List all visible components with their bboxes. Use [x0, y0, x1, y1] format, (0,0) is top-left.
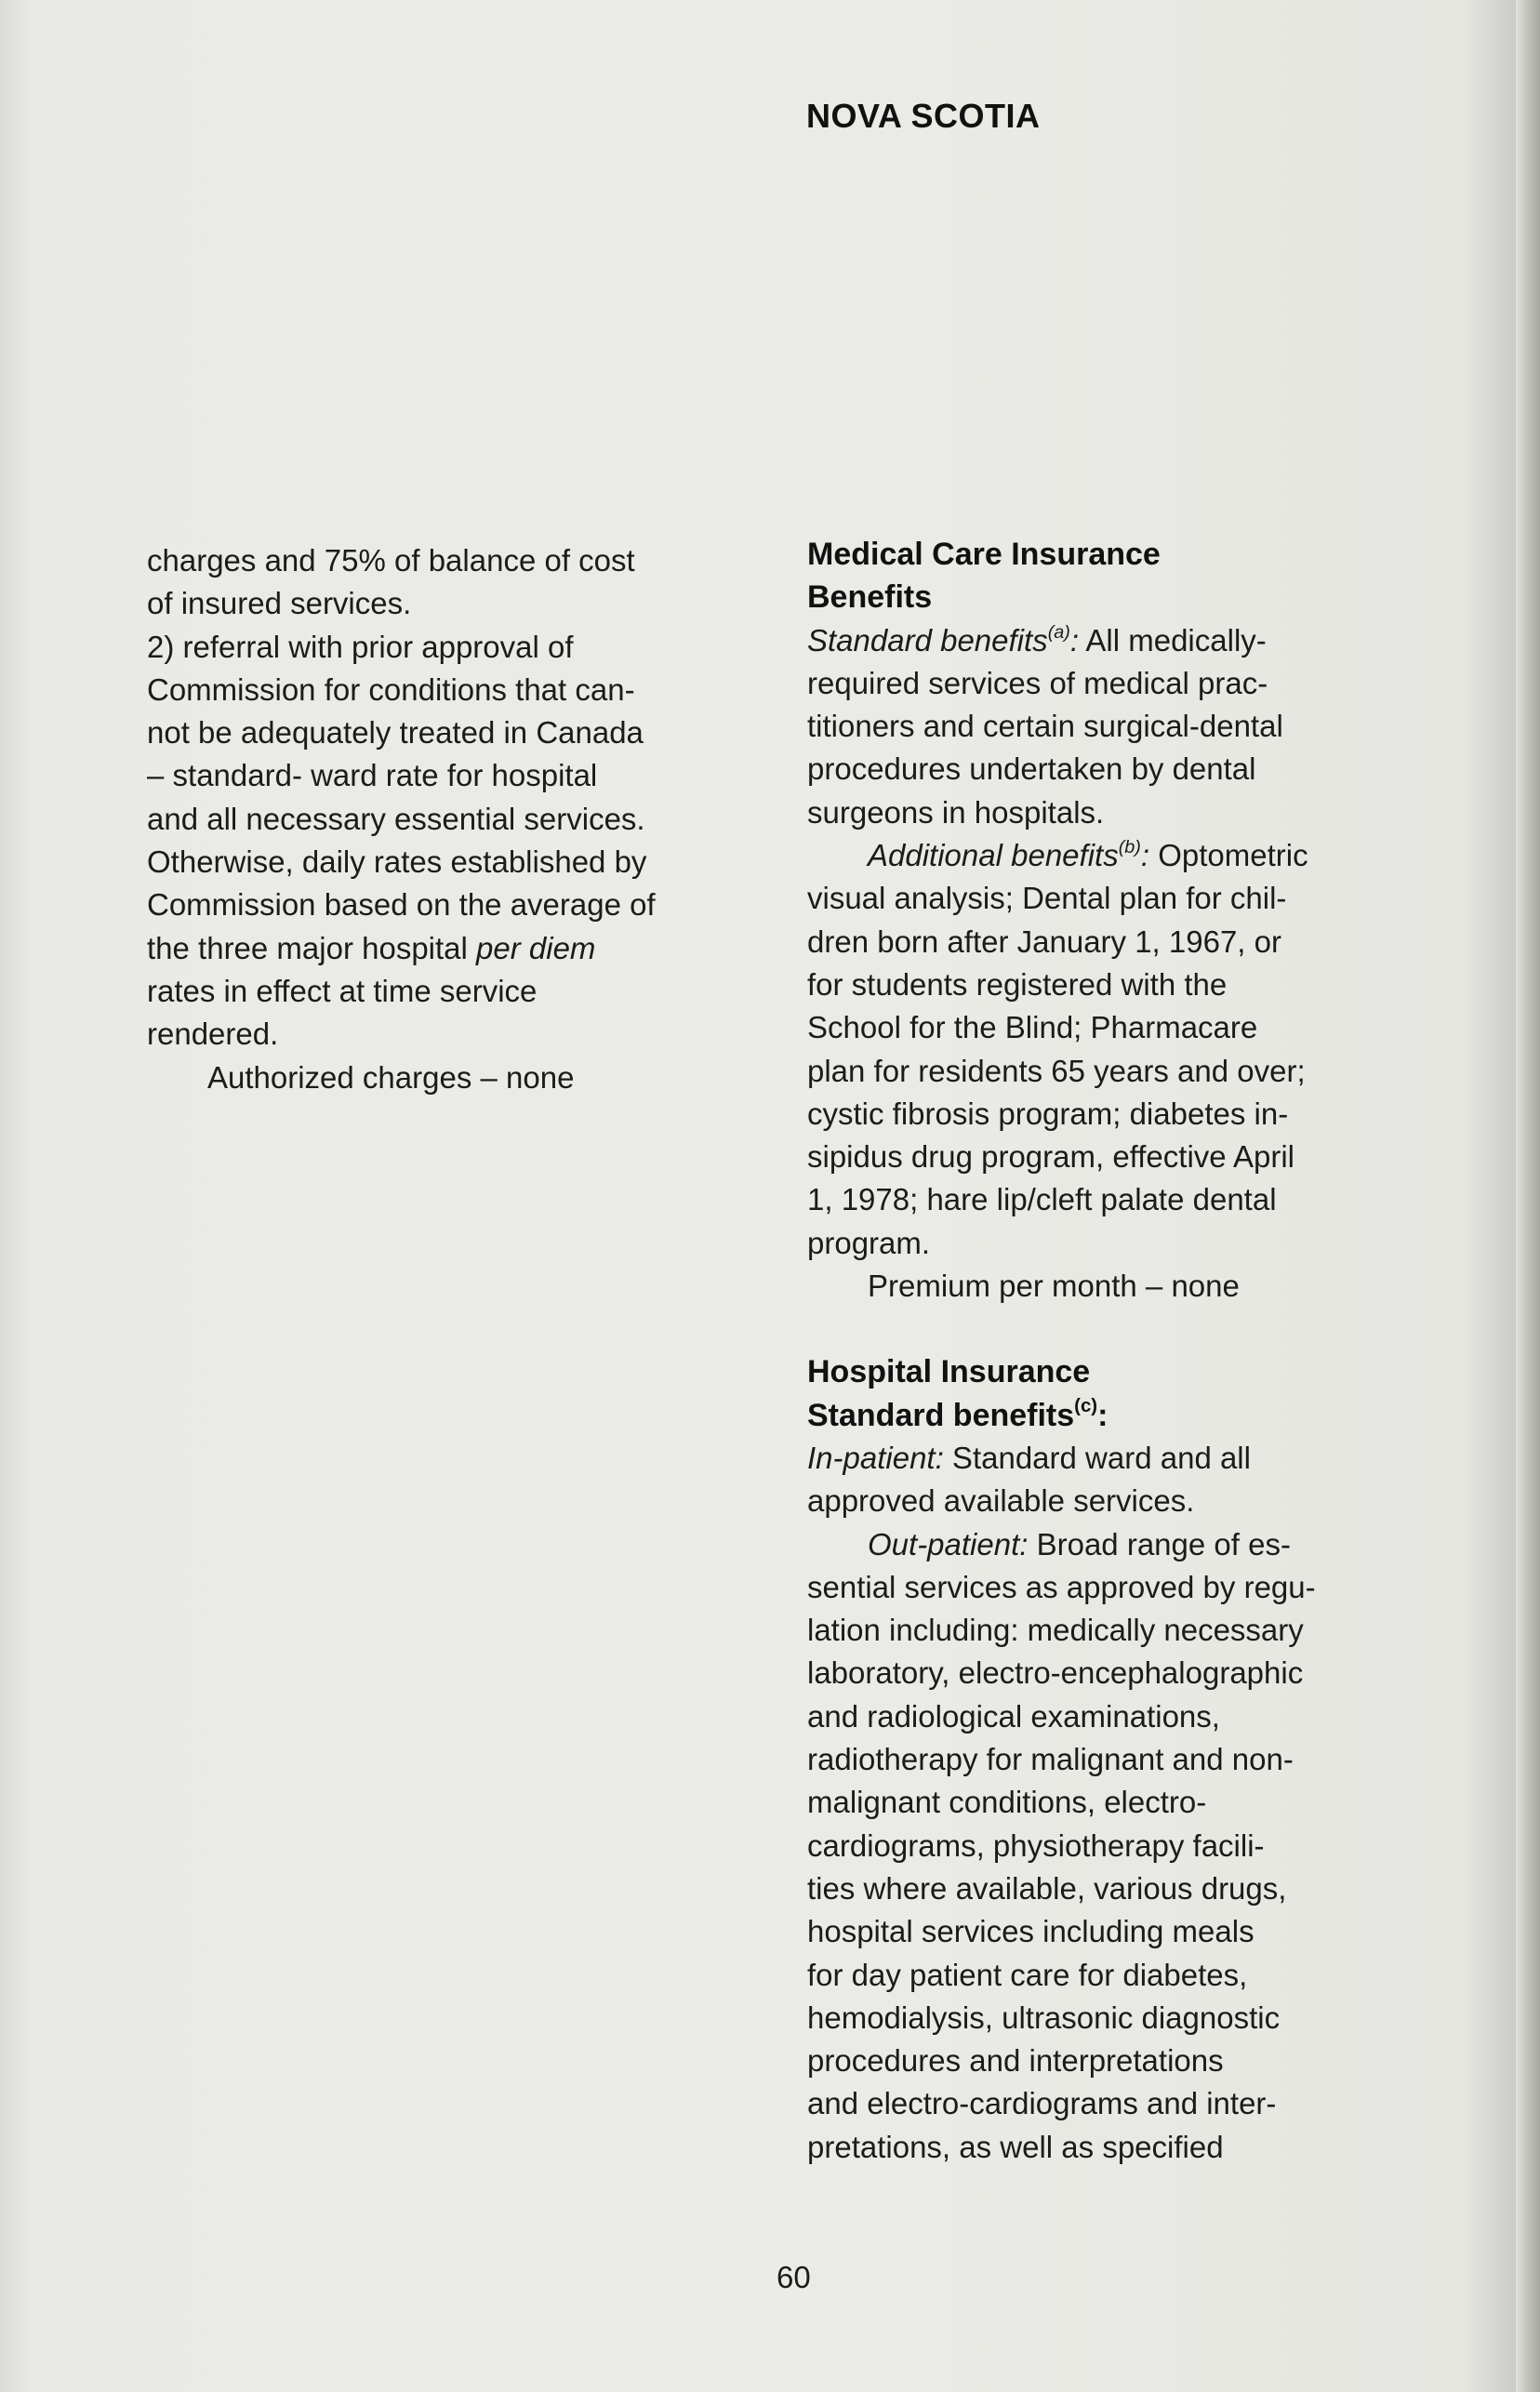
text-line: not be adequately treated in Canada: [147, 715, 644, 751]
section-spacer: [807, 1308, 1440, 1350]
text-line: 2) referral with prior approval of: [147, 629, 574, 664]
text-line: Otherwise, daily rates established by: [147, 844, 647, 880]
text-line: malignant conditions, electro-: [807, 1785, 1207, 1820]
text-fragment: Optometric: [1149, 838, 1308, 873]
outpatient-line: [807, 1523, 1440, 1566]
inpatient-line: [807, 1437, 1440, 1480]
text-fragment: Standard ward and all: [943, 1440, 1251, 1475]
text-line: laboratory, electro-encephalographic: [807, 1655, 1304, 1691]
text-line: rendered.: [147, 1017, 279, 1052]
additional-benefits-line: [807, 834, 1440, 877]
text-line: radiotherapy for malignant and non-: [807, 1742, 1294, 1777]
text-line: program.: [807, 1225, 931, 1260]
text-line: dren born after January 1, 1967, or: [807, 924, 1281, 959]
text-line: Commission based on the average of: [147, 887, 656, 923]
text-line: School for the Blind; Pharmacare: [807, 1010, 1258, 1045]
text-line: 1, 1978; hare lip/cleft palate dental: [807, 1182, 1277, 1217]
colon: :: [1069, 622, 1080, 658]
authorized-charges: Authorized charges – none: [207, 1059, 575, 1095]
outpatient-label: Out-patient:: [868, 1526, 1029, 1561]
section-heading-benefits: Benefits: [807, 579, 933, 616]
colon: :: [1097, 1397, 1109, 1433]
text-line: procedures undertaken by dental: [807, 751, 1256, 787]
text-line: hospital services including meals: [807, 1914, 1255, 1949]
standard-benefits-label: Standard benefits: [807, 622, 1048, 658]
text-line: and electro-cardiograms and inter-: [807, 2086, 1277, 2121]
heading-text: Standard benefits: [807, 1397, 1075, 1433]
text-line: sipidus drug program, effective April: [807, 1139, 1294, 1175]
text-line: ties where available, various drugs,: [807, 1870, 1287, 1906]
text-line: approved available services.: [807, 1483, 1195, 1519]
text-line: hemodialysis, ultrasonic diagnostic: [807, 2000, 1281, 2035]
additional-benefits-label: Additional benefits: [868, 838, 1119, 873]
left-column: [147, 539, 779, 1099]
book-spine-edge: [1516, 0, 1540, 2392]
colon: :: [1140, 838, 1150, 873]
text-fragment: the three major hospital: [147, 930, 477, 965]
section-heading-medical: Medical Care Insurance: [807, 537, 1161, 572]
footnote-mark-b: (b): [1118, 837, 1141, 858]
page-number: 60: [777, 2260, 811, 2294]
text-line: procedures and interpretations: [807, 2043, 1224, 2079]
text-line: and radiological examinations,: [807, 1698, 1220, 1734]
text-line: of insured services.: [147, 586, 412, 621]
text-line: – standard- ward rate for hospital: [147, 758, 598, 793]
right-column: [807, 533, 1440, 2169]
text-line: cardiograms, physiotherapy facili-: [807, 1827, 1265, 1863]
text-line: Commission for conditions that can-: [147, 671, 635, 707]
inpatient-label: In-patient:: [807, 1440, 944, 1475]
text-line: lation including: medically necessary: [807, 1613, 1304, 1648]
text-line: for students registered with the: [807, 966, 1228, 1002]
page-header: NOVA SCOTIA: [806, 97, 1041, 135]
standard-benefits-line: [807, 619, 1440, 662]
text-line: charges and 75% of balance of cost: [147, 543, 635, 578]
footnote-mark-a: (a): [1047, 621, 1070, 643]
premium-line: Premium per month – none: [868, 1269, 1240, 1304]
text-line: surgeons in hospitals.: [807, 794, 1105, 830]
text-line: titioners and certain surgical-dental: [807, 709, 1283, 744]
text-line: visual analysis; Dental plan for chil-: [807, 881, 1287, 916]
text-line: required services of medical prac-: [807, 665, 1268, 700]
text-line: and all necessary essential services.: [147, 801, 645, 836]
text-line: [147, 927, 779, 970]
text-line: rates in effect at time service: [147, 973, 538, 1008]
section-heading-hospital: Hospital Insurance: [807, 1354, 1091, 1390]
text-line: plan for residents 65 years and over;: [807, 1053, 1306, 1088]
text-line: cystic fibrosis program; diabetes in-: [807, 1096, 1289, 1131]
per-diem-italic: per diem: [476, 930, 596, 965]
footnote-mark-c: (c): [1074, 1396, 1098, 1417]
text-line: sential services as approved by regu-: [807, 1569, 1316, 1604]
text-fragment: All medically-: [1079, 622, 1267, 658]
section-heading-standard-benefits: [807, 1394, 1440, 1437]
text-fragment: Broad range of es-: [1028, 1526, 1291, 1561]
text-line: for day patient care for diabetes,: [807, 1957, 1248, 1992]
text-line: pretations, as well as specified: [807, 2129, 1224, 2164]
